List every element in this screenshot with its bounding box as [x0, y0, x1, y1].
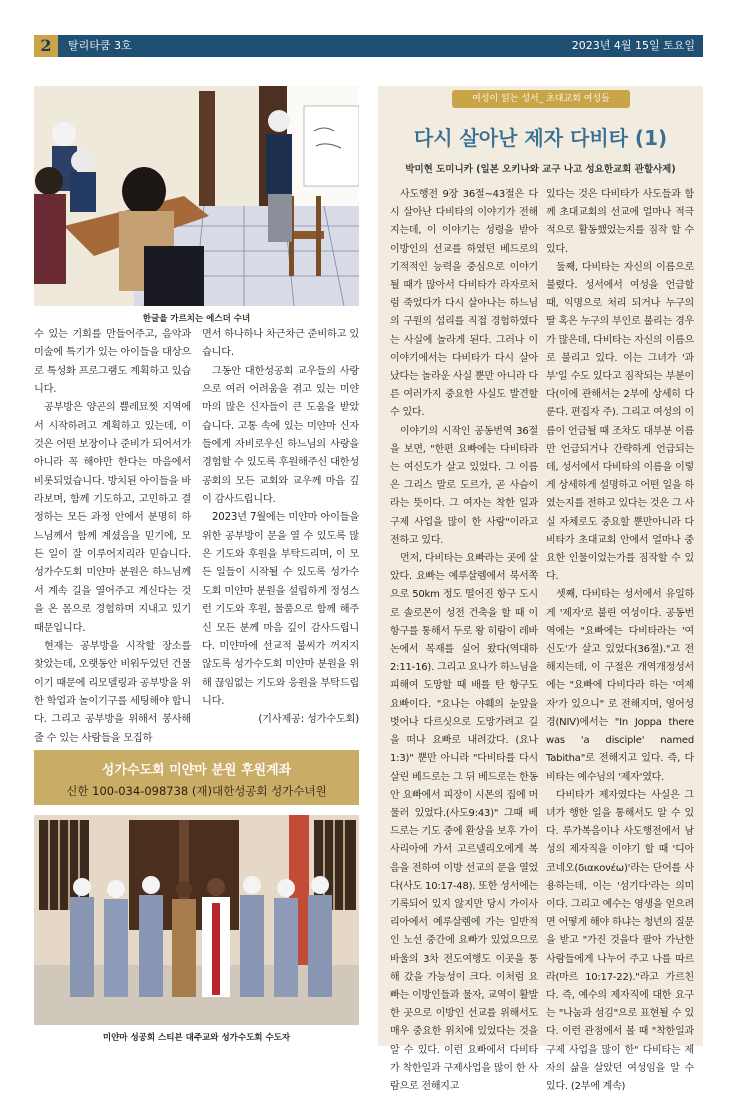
paragraph: 수 있는 기회를 만들어주고, 음악과 미술에 특기가 있는 아이들을 대상으로 특성화 프로그램도 계획하고 있습니다.	[34, 329, 191, 396]
donation-account-box	[34, 750, 359, 805]
paragraph: 먼저, 다비타는 요빠라는 곳에 살았다. 요빠는 예루살렘에서 북서쪽으로 50km 정도 떨어진 항구 도시로 솔로몬이 성전 건축을 할 때 이 항구를 통해서 두로 왕 히람이 레바논에서 목재를 실어 왔다(역대하 2:11-16). 그리고 요나가 하느님을 피해여 도망할 때 배를 탄 항구도 요빠이다. "요나는 야훼의 눈앞을 벗어나 다르싯으로 도망가려고 길을 떠나 요빠로 내려갔다. (요나 1:3)" 뿐만 아니라 "다비타를 다시 살린 베드로는 그 뒤 베드로는 한동안 요빠에서 피장이 시몬의 집에 머물러 있었다.(사도9:43)" 그때 베드로는 기도 중에 환상을 보후 가이사리아에 가서 고르넬리오에게 복음을 전하여 이방 선교의 문을 열었다(사도 10:17-48). 또한 성서에는 기록되어 있지 않지만 당시 가이사리아에서 예루살렘에 가는 일반적인 노선 중간에 요빠가 있었으므로 바울의 3차 전도여행도 이곳을 통해 갔을 가능성이 크다. 이처럼 요빠는 이방인들과 물자, 교역이 활발한 곳으로 이방인 선교를 위해서도 매우 중요한 위치에 있었다는 것을 알 수 있다. 이런 요빠에서 다비타가 착한일과 구제사업을 많이 한 사람으로 전해지고	[390, 553, 539, 1092]
publication-name: 탈리타쿰 3호	[68, 39, 132, 52]
left-article-column-1	[34, 326, 191, 748]
paragraph: 그동안 대한성공회 교우들의 사랑으로 여러 어려움을 겪고 있는 미얀마의 많은 신자들이 큰 도움을 받았습니다. 고통 속에 있는 미얀마 신자들에게 자비로우신 하느님의 사랑을 경험할 수 있도록 후원해주신 대한성공회의 모든 교회와 교우께 마음 깊이 감사드립니다.	[202, 365, 359, 506]
paragraph: 사도행전 9장 36절~43절은 다시 살아난 다비타의 이야기가 전해지는데, 이 이야기는 성령을 받아 이방인의 선교를 하였던 베드로의 기적적인 능력을 중심으로 이야기 될 때가 많아서 다비타가 라자로처럼 죽었다가 다시 살아나는 하느님의 구원의 섭리를 직접 경험하였다는 사실에 놀라게 된다. 그러나 이 이야기에서는 다비타가 다시 살아났다는 놀라운 사실 뿐만 아니라 다른 여러가지 중요한 사실도 발견할 수 있다.	[390, 189, 538, 419]
group-photo-caption: 미얀마 성공회 스티븐 대주교와 성가수도회 수도자	[102, 1033, 291, 1043]
article-title: 다시 살아난 제자 다비타 (1)	[413, 126, 668, 150]
right-article-column-1	[390, 186, 538, 1096]
issue-date: 2023년 4월 15일 토요일	[571, 39, 695, 52]
group-photo	[34, 815, 359, 1025]
paragraph: 이야기의 시작인 공동번역 36절을 보면, "한편 요빠에는 다비타라는 여신도가 살고 있었다. 그 이름은 그리스 말로 도르가, 곧 사슴이라는 뜻이다. 그 여자는 착한 일과 구제 사업을 많이 한 사람"이라고 전하고 있다.	[390, 425, 538, 546]
paragraph: 현재는 공부방을 시작할 장소를 찾았는데, 오랫동안 비워두었던 건물이기 때문에 리모델링과 공부방을 위한 학업과 놀이기구를 세팅해야 합니다. 그리고 공부방을 위해서 봉사해줄 수 있는 사람들을 모집하	[34, 640, 191, 744]
page-number: 2	[34, 35, 58, 57]
right-article-column-2	[546, 186, 694, 1096]
series-tag: 여성이 읽는 성서_ 초대교회 여성들	[452, 90, 630, 108]
page-header	[34, 35, 703, 57]
donation-title: 성가수도회 미얀마 분원 후원계좌	[101, 763, 292, 778]
classroom-photo-caption: 한글을 가르치는 에스더 수녀	[142, 314, 251, 324]
bible-study-article	[378, 86, 703, 1092]
paragraph: 셋째, 다비타는 성서에서 유일하게 '제자'로 불린 여성이다. 공동번역에는 "요빠에는 다비타라는 '여신도'가 살고 있었다(36절)."고 전해지는데, 이 구절은 개역개정성서에는 "요빠에 다비다라 하는 '여제자'가 있으니" 로 전해지며, 영어성경(NIV)에서는 "In Joppa there was 'a disciple' named Tabitha"로 전해지고 있다. 즉, 다비타는 예수님의 '제자'였다.	[546, 589, 694, 783]
classroom-photo	[34, 86, 359, 306]
paragraph: 다비타가 제자였다는 사실은 그녀가 행한 일을 통해서도 알 수 있다. 루가복음이나 사도행전에서 남성의 제자직을 이야기 할 때 '디아코네오(διακονέω)'라는 단어를 사용하는데, 이는 '섬기다'라는 의미이다. 그리고 예수는 영생을 얻으려면 어떻게 해야 하냐는 청년의 질문을 받고 "가진 것을다 팔아 가난한 사람들에게 나누어 주고 나를 따르라(마르 10:17-22)."라고 가르친다. 즉, 예수의 제자직에 대한 요구는 "나눔과 섬김"으로 표현될 수 있다. 이런 관점에서 볼 때 "착한일과 구제 사업을 많이 한" 다비타는 제자의 삶을 살았던 여성임을 알 수 있다. (2부에 계속)	[546, 789, 694, 1092]
paragraph: 면서 하나하나 차근차근 준비하고 있습니다.	[202, 329, 359, 359]
paragraph: 공부방은 양곤의 쁠레묘찟 지역에서 시작하려고 계획하고 있는데, 이것은 어떤 보장이나 준비가 되어서가 아니라 꼭 해야만 한다는 마음에서 비롯되었습니다. 방치된 아이들을 바라보며, 함께 기도하고, 고민하고 결정하는 모든 과정 안에서 분명히 하느님께서 함께 계셨음을 믿기에, 모든 일이 잘 이루어지리라 믿습니다. 성가수도회 미얀마 분원은 하느님께서 계속 길을 열어주고 계신다는 것을 온 몸으로 경험하며 지내고 있기 때문입니다.	[34, 402, 191, 634]
donation-account: 신한 100-034-098738 (재)대한성공회 성가수녀원	[66, 784, 327, 798]
article-byline: 박미현 도미니카 (일본 오키나와 교구 나고 성요한교회 관할사제)	[405, 164, 676, 175]
paragraph: 있다는 것은 다비타가 사도들과 함께 초대교회의 선교에 얼마나 적극적으로 활동했었는지를 짐작 할 수 있다.	[546, 189, 694, 255]
left-article-column-2	[202, 326, 359, 730]
article-credit: (기사제공: 성가수도회)	[258, 714, 359, 726]
paragraph: 둘째, 다비타는 자신의 이름으로 불렸다. 성서에서 여성을 언급할 때, 익명으로 처리 되거나 누구의 딸 혹은 누구의 부인로 불리는 경우가 많은데, 다비타는 자신의 이름으로 불리고 있다. 이는 그녀가 '과부'일 수도 있다고 짐작되는 부분이다(이에 관해서는 2부에 상세히 다룬다. 편집자 주). 그리고 여성의 이름이 언급될 때 조차도 대부분 이름만 언급되거나 간략하게 언급되는데, 성서에서 다비타의 이름을 이렇게 상세하게 설명하고 어떤 일을 하였는지를 전하고 있다는 것은 그 사실 자체로도 중요할 뿐만아니라 다비타가 초대교회 안에서 얼마나 중요한 인물이었는가를 짐작할 수 있다.	[546, 261, 694, 583]
paragraph: 2023년 7월에는 미얀마 아이들을 위한 공부방이 문을 열 수 있도록 많은 기도와 후원을 부탁드리며, 이 모든 일들이 시작될 수 있도록 성가수도회 미얀마 분원을 설립하게 정성스런 기도와 후원, 물품으로 함께 해주신 모든 분께 마음 깊이 감사드립니다. 미얀마에 선교적 불씨가 꺼지지 않도록 성가수도회 미얀마 분원을 위해 끊임없는 기도와 응원을 부탁드립니다.	[202, 512, 359, 707]
